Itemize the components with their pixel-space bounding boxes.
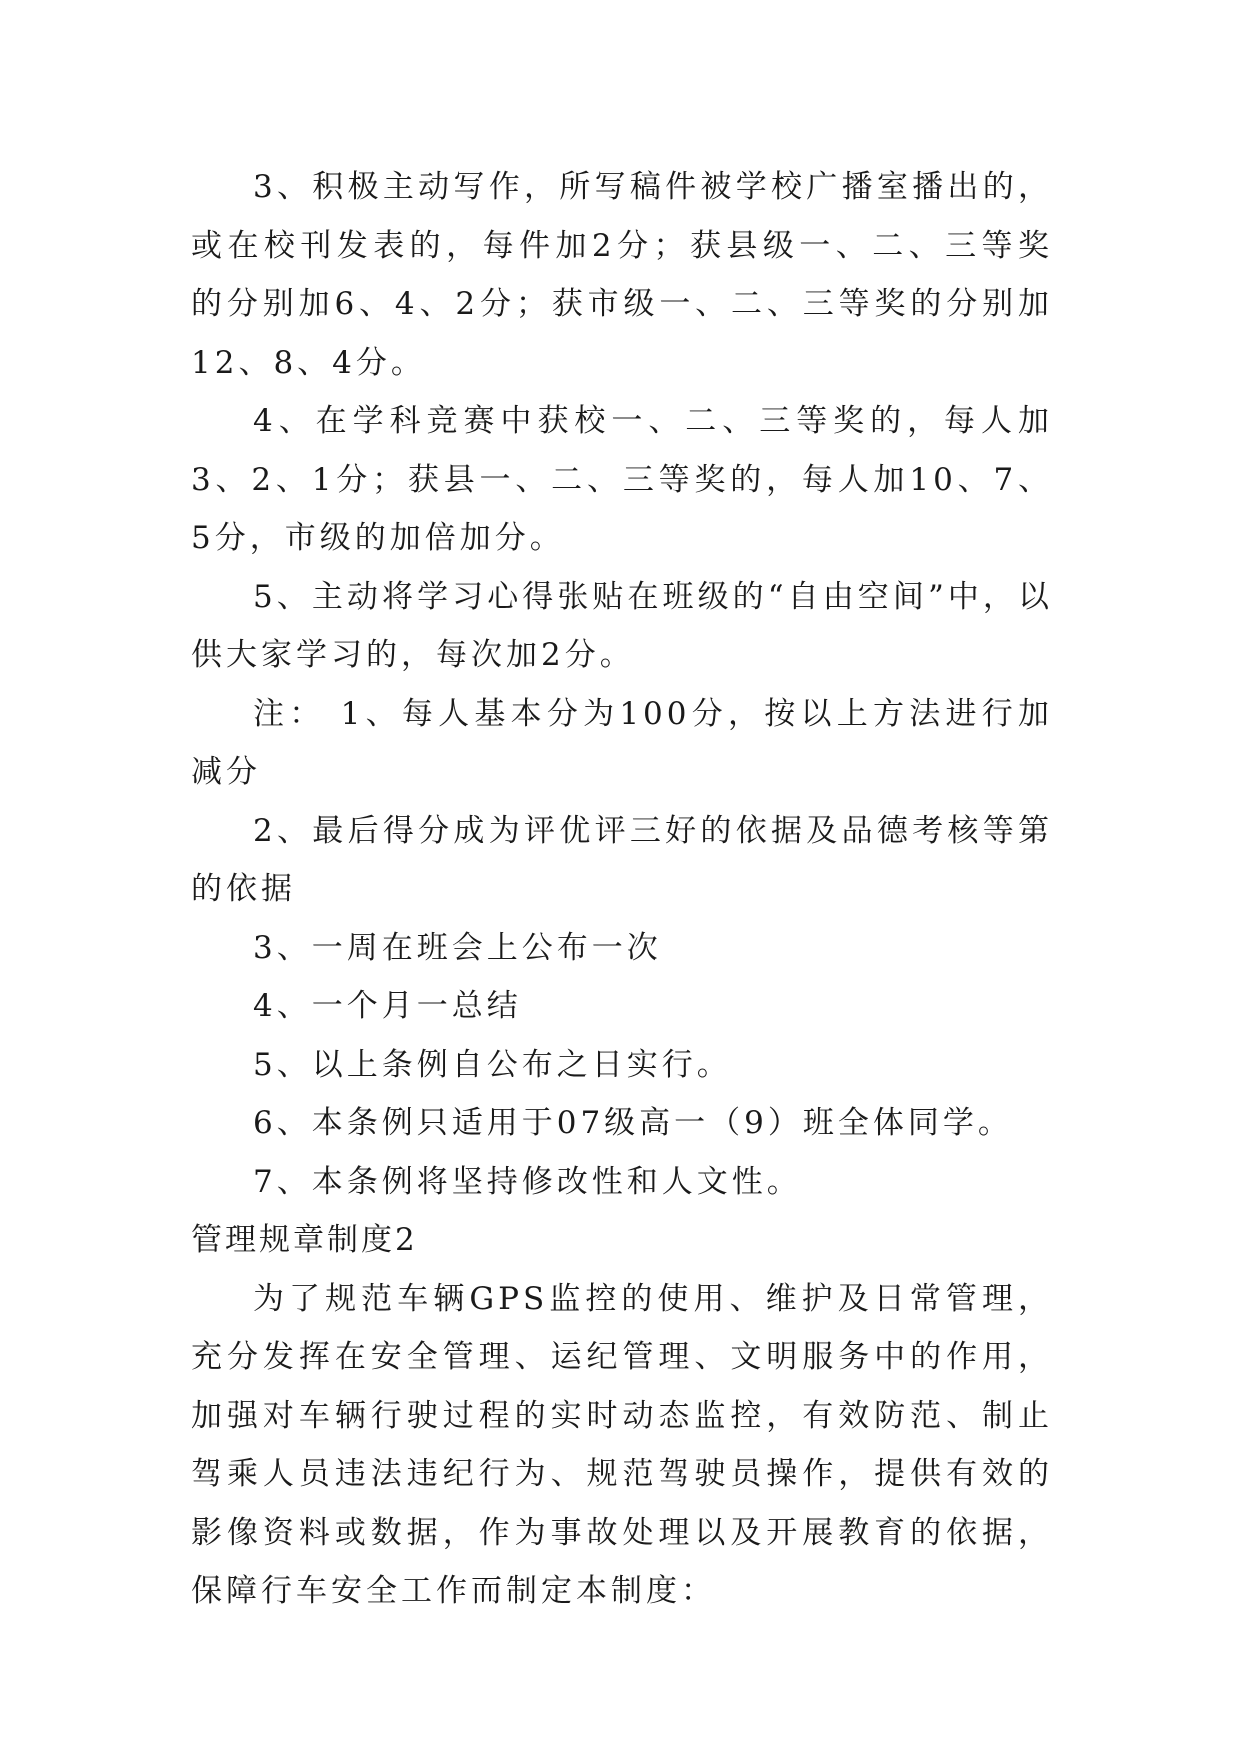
paragraph-item-3-writing: 3、积极主动写作，所写稿件被学校广播室播出的，或在校刊发表的，每件加2分；获县级一、二、三等奖的分别加6、4、2分；获市级一、二、三等奖的分别加12、8、4分。 [191,169,1053,381]
note-item-2: 2、最后得分成为评优评三好的依据及品德考核等第的依据 [191,812,1053,907]
note-item-1: 注： 1、每人基本分为100分，按以上方法进行加减分 [191,695,1053,790]
document-page [191,158,1053,1621]
note-item-3: 3、一周在班会上公布一次 [253,929,662,966]
note-item-4: 4、一个月一总结 [253,988,522,1024]
section-paragraph-gps: 为了规范车辆GPS监控的使用、维护及日常管理，充分发挥在安全管理、运纪管理、文明服务中的作用，加强对车辆行驶过程的实时动态监控，有效防范、制止驾乘人员违法违纪行为、规范驾驶员操作，提供有效的影像资料或数据，作为事故处理以及开展教育的依据，保障行车安全工作而制定本制度： [191,1280,1053,1609]
note-item-7: 7、本条例将坚持修改性和人文性。 [253,1163,802,1200]
paragraph-item-4-competition: 4、在学科竞赛中获校一、二、三等奖的，每人加3、2、1分；获县一、二、三等奖的，每人加10、7、5分，市级的加倍加分。 [191,403,1053,556]
paragraph-item-5-study-notes: 5、主动将学习心得张贴在班级的“自由空间”中，以供大家学习的，每次加2分。 [191,578,1053,673]
note-item-6: 6、本条例只适用于07级高一（9）班全体同学。 [253,1105,1013,1141]
section-heading: 管理规章制度2 [191,1222,418,1258]
note-item-5: 5、以上条例自公布之日实行。 [253,1046,732,1083]
